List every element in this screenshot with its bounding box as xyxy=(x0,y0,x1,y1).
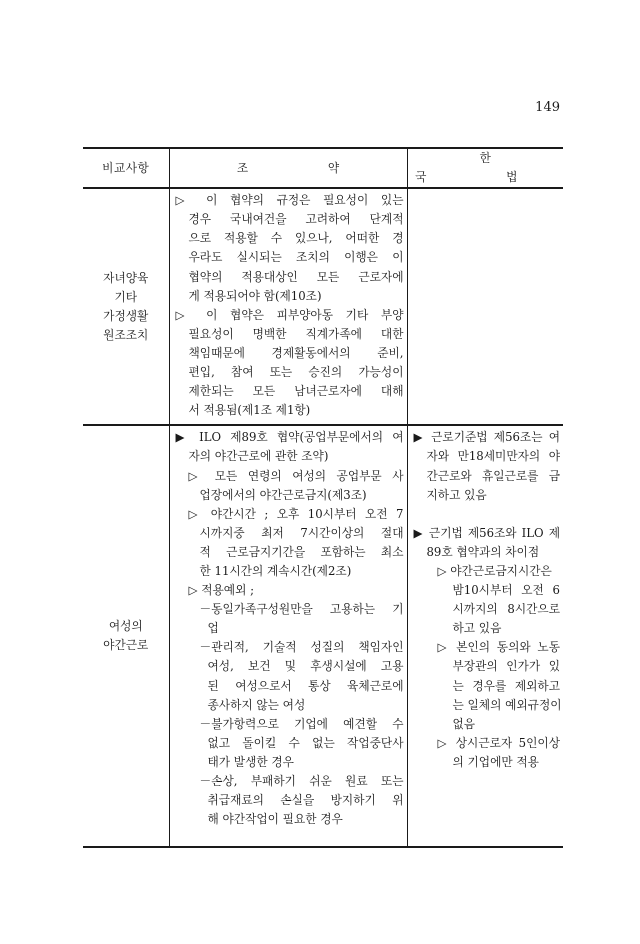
category-label: 기타 xyxy=(114,289,138,304)
category-label: 원조조치 xyxy=(103,327,149,342)
text-line: ▷ 상시근로자 5인이상 xyxy=(437,735,560,750)
text-line: －관리적, 기술적 성질의 책임자인 xyxy=(199,640,404,655)
text-line: ▶ 근로기준법 제56조는 여 xyxy=(413,430,560,445)
text-line: 의 기업에만 적용 xyxy=(452,754,539,769)
text-line: 경우 국내여건을 고려하여 단계적 xyxy=(188,212,404,227)
header-row xyxy=(83,148,563,188)
treaty-childcare xyxy=(169,188,407,425)
category-label: 여성의 xyxy=(108,619,143,634)
treaty-night-work xyxy=(169,425,407,847)
text-line: 종사하지 않는 여성 xyxy=(207,697,306,712)
text-line: 밤10시부터 오전 6 xyxy=(452,583,560,598)
text-line xyxy=(414,505,561,524)
header-comparison-item: 비교사항 xyxy=(83,148,169,188)
text-line: 편입, 참여 또는 승진의 가능성이 xyxy=(188,365,404,380)
text-line: 시까지의 8시간으로 xyxy=(452,602,560,617)
text-line: －불가항력으로 기업에 예견할 수 xyxy=(199,716,404,731)
text-line: 협약의 적용대상인 모든 근로자에 xyxy=(188,269,404,284)
text-line: 없고 돌이킬 수 없는 작업중단사 xyxy=(207,735,404,750)
text-line: 책임때문에 경제활동에서의 준비, xyxy=(188,345,404,360)
page-number: 149 xyxy=(535,100,560,115)
text-line: 태가 발생한 경우 xyxy=(207,754,294,769)
text-line: 으로 적용할 수 있으나, 어떠한 경 xyxy=(188,231,404,246)
korea-night-work xyxy=(407,425,563,847)
text-line: ▷ 모든 연령의 여성의 공업부문 사 xyxy=(188,468,404,483)
text-line: 게 적용되어야 함(제10조) xyxy=(188,288,322,303)
text-line: 89호 협약과의 차이점 xyxy=(426,544,540,559)
text-line: 간근로와 휴일근로를 금 xyxy=(426,468,560,483)
text-line: ▶ 근기법 제56조와 ILO 제 xyxy=(413,525,560,540)
text-line: 업장에서의 야간근로금지(제3조) xyxy=(199,487,367,502)
text-line: 는 일체의 예외규정이 xyxy=(452,697,562,712)
text-line: 취급재료의 손실을 방지하기 위 xyxy=(207,793,404,808)
text-line: 제한되는 모든 남녀근로자에 대해 xyxy=(188,384,404,399)
text-line: 적 근로금지기간을 포함하는 최소 xyxy=(199,544,404,559)
text-line: －동일가족구성원만을 고용하는 기 xyxy=(199,602,404,617)
text-line: 필요성이 명백한 직계가족에 대한 xyxy=(188,326,404,341)
header-korean-law: 한 국 법 xyxy=(407,148,563,188)
comparison-table xyxy=(83,147,563,848)
text-line: ▷ 이 협약은 피부양아동 기타 부양 xyxy=(175,307,404,322)
text-line: ▷ 본인의 동의와 노동 xyxy=(437,640,560,655)
text-line: ▷ 이 협약의 규정은 필요성이 있는 xyxy=(175,193,404,208)
header-treaty: 조 약 xyxy=(169,148,407,188)
text-line: ▷ 야간근로금지시간은 xyxy=(437,563,552,578)
text-line: 해 야간작업이 필요한 경우 xyxy=(207,812,343,827)
text-line: 하고 있음 xyxy=(452,621,502,636)
text-line: ▷ 적용예외 ; xyxy=(188,583,255,598)
table-row-night-work xyxy=(83,425,563,847)
korea-childcare xyxy=(407,188,563,425)
category-label: 자녀양육 xyxy=(103,270,149,285)
text-line: 된 여성으로서 통상 육체근로에 xyxy=(207,678,404,693)
text-line: 여성, 보건 및 후생시설에 고용 xyxy=(207,659,404,674)
table-row-childcare xyxy=(83,188,563,425)
text-line: 시까지중 최저 7시간이상의 절대 xyxy=(199,525,404,540)
text-line: 업 xyxy=(207,621,219,636)
category-childcare xyxy=(83,188,169,425)
text-line: ▶ ILO 제89호 협약(공업부문에서의 여 xyxy=(175,430,404,445)
text-line: 없음 xyxy=(452,716,476,731)
text-line: 자의 야간근로에 관한 조약) xyxy=(188,449,329,464)
text-line: 우라도 실시되는 조치의 이행은 이 xyxy=(188,250,404,265)
category-label: 야간근로 xyxy=(103,638,149,653)
category-label: 가정생활 xyxy=(103,308,149,323)
text-line: 부장관의 인가가 있 xyxy=(452,659,560,674)
text-line: 자와 만18세미만자의 야 xyxy=(426,449,560,464)
text-line: 지하고 있음 xyxy=(426,487,487,502)
text-line: －손상, 부패하기 쉬운 원료 또는 xyxy=(199,774,404,788)
text-line: 서 적용됨(제1조 제1항) xyxy=(188,403,311,418)
text-line: ▷ 야간시간 ; 오후 10시부터 오전 7 xyxy=(188,506,404,521)
category-night-work xyxy=(83,425,169,847)
text-line: 는 경우를 제외하고 xyxy=(452,678,560,693)
text-line: 한 11시간의 계속시간(제2조) xyxy=(199,563,352,578)
